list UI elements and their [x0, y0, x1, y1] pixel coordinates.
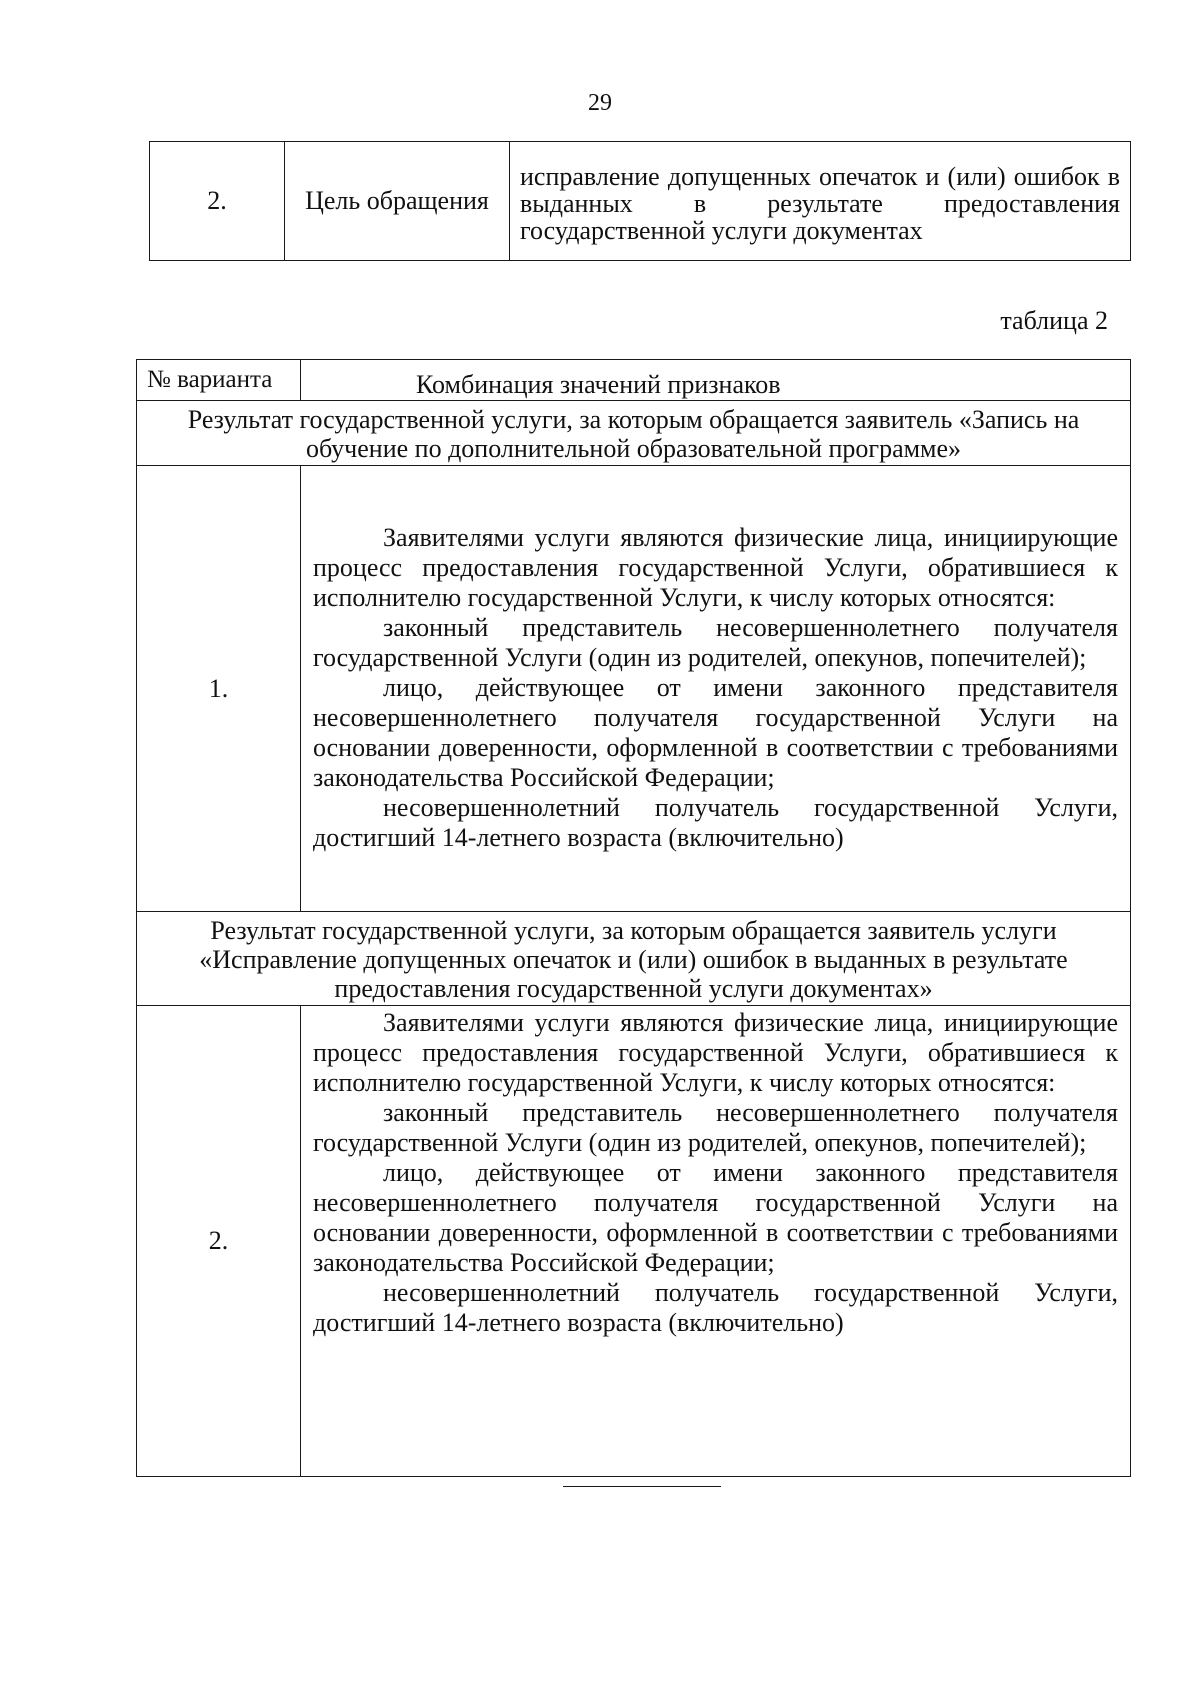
header-variant-number: № варианта [137, 360, 301, 401]
paragraph: несовершеннолетний получатель государственной Услуги, достигший 14-летнего возраста (включительно) [313, 1278, 1118, 1337]
section-row [137, 401, 1131, 466]
variant-description [301, 1006, 1131, 1477]
variant-number: 2. [137, 1006, 301, 1477]
purpose-table [149, 141, 1131, 261]
header-row [137, 360, 1131, 401]
table-row [150, 142, 1131, 261]
paragraph: лицо, действующее от имени законного представителя несовершеннолетнего получателя государственной Услуги на основании доверенности, оформленной в соответствии с требованиями законодательства Российской Федерации; [313, 672, 1118, 792]
section-row [137, 912, 1131, 1006]
table-caption: таблица 2 [1000, 306, 1108, 335]
variant-description [301, 466, 1131, 912]
paragraph: лицо, действующее от имени законного представителя несовершеннолетнего получателя государственной Услуги на основании доверенности, оформленной в соответствии с требованиями законодательства Российской Федерации; [313, 1158, 1118, 1277]
section-title: Результат государственной услуги, за которым обращается заявитель услуги «Исправление допущенных опечаток и (или) ошибок в выданных в результате предоставления государственной услуги документах» [137, 912, 1131, 1006]
row-label: Цель обращения [285, 142, 510, 261]
paragraph: несовершеннолетний получатель государственной Услуги, достигший 14-летнего возраста (включительно) [313, 792, 1118, 852]
variant-number: 1. [137, 466, 301, 912]
page-number: 29 [588, 90, 612, 116]
variant-row [137, 1006, 1131, 1477]
section-title: Результат государственной услуги, за которым обращается заявитель «Запись на обучение по дополнительной образовательной программе» [137, 401, 1131, 466]
row-value: исправление допущенных опечаток и (или) ошибок в выданных в результате предоставления государственной услуги документах [510, 142, 1131, 261]
paragraph: законный представитель несовершеннолетнего получателя государственной Услуги (один из родителей, опекунов, попечителей); [313, 1098, 1118, 1157]
row-number: 2. [150, 142, 285, 261]
footer-divider [563, 1486, 721, 1487]
paragraph: Заявителями услуги являются физические лица, инициирующие процесс предоставления государственной Услуги, обратившиеся к исполнителю государственной Услуги, к числу которых относятся: [313, 1008, 1118, 1097]
paragraph: Заявителями услуги являются физические лица, инициирующие процесс предоставления государственной Услуги, обратившиеся к исполнителю государственной Услуги, к числу которых относятся: [313, 522, 1118, 612]
variant-row [137, 466, 1131, 912]
variants-table [136, 359, 1131, 1477]
header-combination: Комбинация значений признаков [301, 360, 1131, 401]
paragraph: законный представитель несовершеннолетнего получателя государственной Услуги (один из родителей, опекунов, попечителей); [313, 612, 1118, 672]
